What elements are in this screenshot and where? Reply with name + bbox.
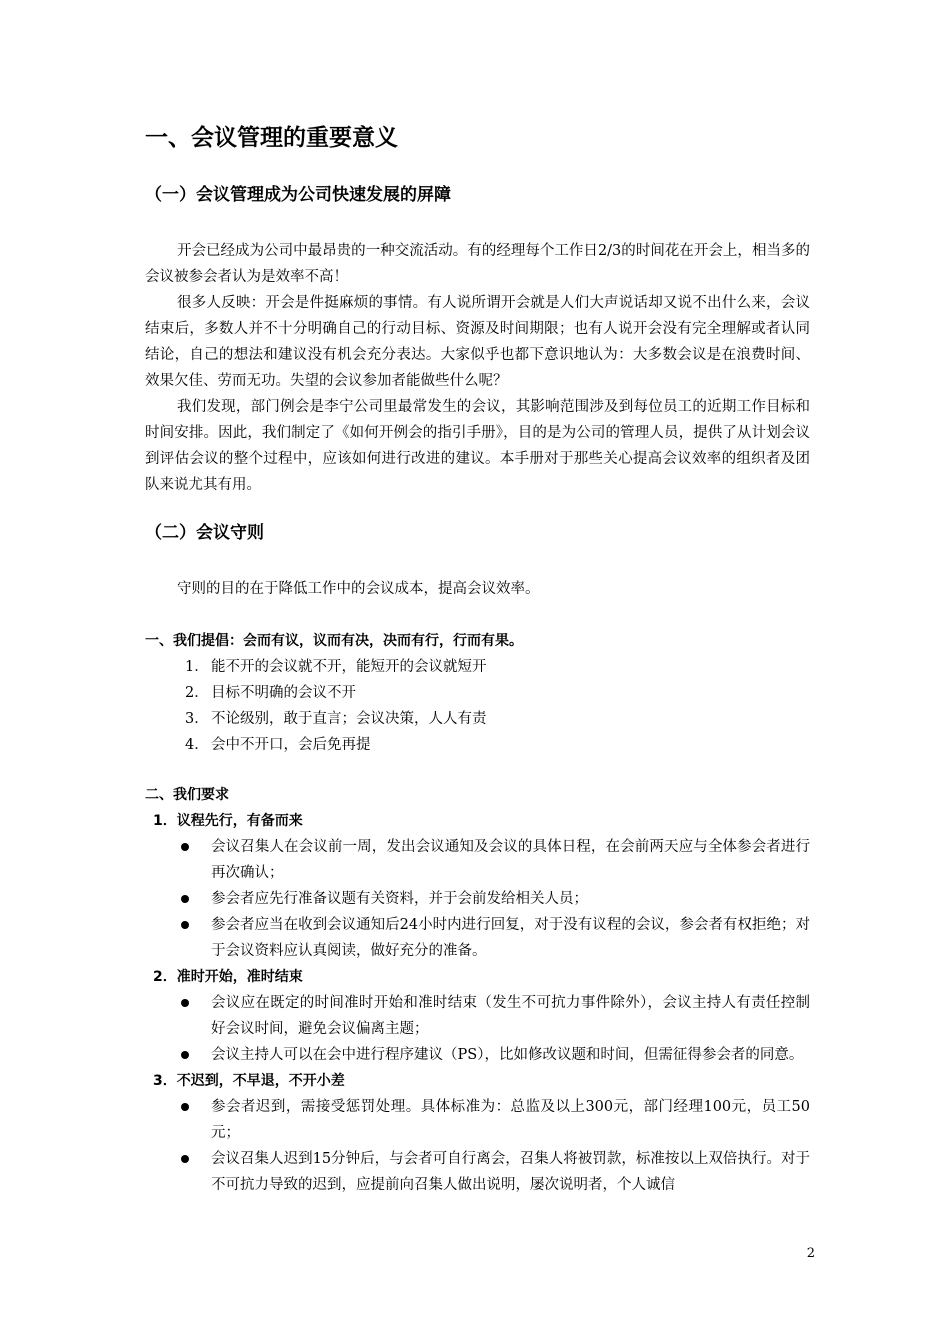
section-2-intro: 守则的目的在于降低工作中的会议成本，提高会议效率。	[177, 581, 540, 597]
bullet-dot-icon	[181, 1051, 189, 1059]
list-item-text: 不论级别，敢于直言；会议决策，人人有责	[211, 711, 487, 727]
section-1-title: （一）会议管理成为公司快速发展的屏障	[145, 185, 451, 205]
advocate-list	[145, 654, 810, 758]
list-item-text: 会中不开口，会后免再提	[211, 737, 371, 753]
list-item-number: 1．	[185, 659, 209, 675]
list-item	[145, 732, 810, 758]
requirement-group-title: 1．议程先行，有备而来	[153, 813, 303, 829]
bullet-item	[145, 1146, 810, 1198]
list-item	[145, 706, 810, 732]
list-item	[145, 680, 810, 706]
bullet-text: 参会者应当在收到会议通知后24小时内进行回复，对于没有议程的会议，参会者有权拒绝；对于会议资料应认真阅读，做好充分的准备。	[211, 917, 810, 959]
bullet-text: 参会者迟到，需接受惩罚处理。具体标准为：总监及以上300元，部门经理100元，员工50元；	[211, 1099, 810, 1141]
list-item-text: 目标不明确的会议不开	[211, 685, 356, 701]
main-heading: 一、会议管理的重要意义	[145, 125, 398, 151]
advocate-title: 一、我们提倡：会而有议，议而有决，决而有行，行而有果。	[145, 633, 523, 649]
section-2-title: （二）会议守则	[145, 523, 264, 543]
bullet-text: 参会者应先行准备议题有关资料，并于会前发给相关人员；	[211, 891, 588, 907]
bullet-text: 会议召集人在会议前一周，发出会议通知及会议的具体日程，在会前两天应与全体参会者进行再次确认；	[211, 839, 810, 881]
list-item	[145, 654, 810, 680]
list-item-number: 2．	[185, 685, 209, 701]
requirement-group-title: 3．不迟到，不早退，不开小差	[153, 1073, 345, 1089]
section-1-paragraph: 我们发现，部门例会是李宁公司里最常发生的会议，其影响范围涉及到每位员工的近期工作目标和时间安排。因此，我们制定了《如何开例会的指引手册》，目的是为公司的管理人员，提供了从计划会议到评估会议的整个过程中，应该如何进行改进的建议。本手册对于那些关心提高会议效率的组织者及团队来说尤其有用。	[145, 399, 810, 493]
bullet-text: 会议应在既定的时间准时开始和准时结束（发生不可抗力事件除外），会议主持人有责任控制好会议时间，避免会议偏离主题；	[211, 995, 810, 1037]
bullet-dot-icon	[181, 895, 189, 903]
bullet-item	[145, 912, 810, 964]
bullet-dot-icon	[181, 921, 189, 929]
section-1-paragraph: 很多人反映：开会是件挺麻烦的事情。有人说所谓开会就是人们大声说话却又说不出什么来，会议结束后，多数人并不十分明确自己的行动目标、资源及时间期限；也有人说开会没有完全理解或者认同结论，自己的想法和建议没有机会充分表达。大家似乎也都下意识地认为：大多数会议是在浪费时间、效果欠佳、劳而无功。失望的会议参加者能做些什么呢？	[145, 295, 810, 389]
bullet-dot-icon	[181, 843, 189, 851]
list-item-number: 4．	[185, 737, 209, 753]
bullet-item	[145, 990, 810, 1042]
requirement-bullets	[145, 990, 810, 1068]
section-1-paragraph: 开会已经成为公司中最昂贵的一种交流活动。有的经理每个工作日2/3的时间花在开会上，相当多的会议被参会者认为是效率不高！	[145, 243, 810, 285]
bullet-item	[145, 1042, 810, 1068]
bullet-text: 会议召集人迟到15分钟后，与会者可自行离会，召集人将被罚款，标准按以上双倍执行。对于不可抗力导致的迟到，应提前向召集人做出说明，屡次说明者，个人诚信	[211, 1151, 810, 1193]
list-item-text: 能不开的会议就不开，能短开的会议就短开	[211, 659, 487, 675]
requirements-title: 二、我们要求	[145, 787, 229, 803]
requirement-bullets	[145, 834, 810, 964]
requirement-group-title: 2．准时开始，准时结束	[153, 969, 303, 985]
page-content	[145, 122, 810, 1198]
bullet-dot-icon	[181, 1155, 189, 1163]
bullet-text: 会议主持人可以在会中进行程序建议（PS），比如修改议题和时间，但需征得参会者的同意。	[211, 1047, 804, 1063]
bullet-dot-icon	[181, 1103, 189, 1111]
requirement-bullets	[145, 1094, 810, 1198]
list-item-number: 3．	[185, 711, 209, 727]
page-number: 2	[806, 1246, 815, 1261]
bullet-item	[145, 834, 810, 886]
bullet-item	[145, 1094, 810, 1146]
bullet-item	[145, 886, 810, 912]
bullet-dot-icon	[181, 999, 189, 1007]
